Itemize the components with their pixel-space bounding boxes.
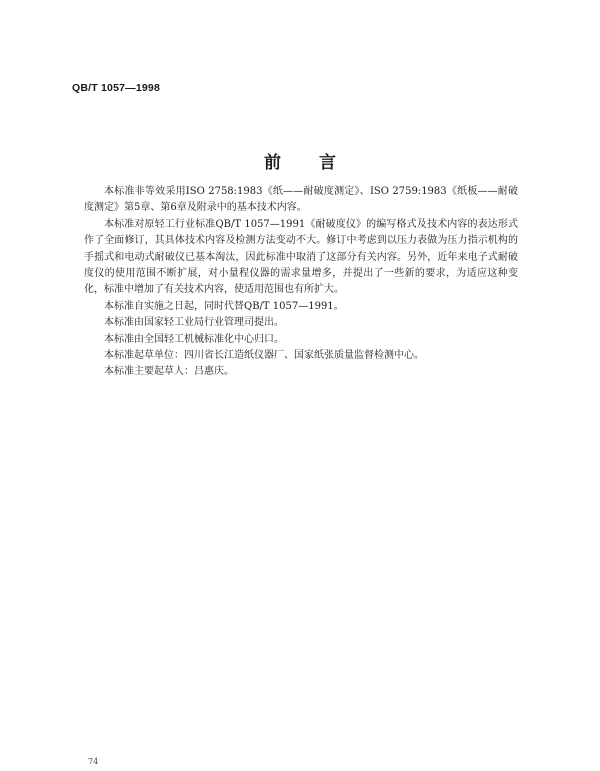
standard-code: QB/T 1057—1998: [72, 82, 161, 94]
paragraph-revision: 本标准对原轻工行业标准QB/T 1057—1991《耐破度仪》的编写格式及技术内容的表达形式作了全面修订，其具体技术内容及检测方法变动不大。修订中考虑到以压力表做为压力指示机构的手摇式和电动式耐破仪已基本淘汰，因此标准中取消了这部分有关内容。另外，近年来电子式耐破度仪的使用范围不断扩展，对小量程仪器的需求量增多，并提出了一些新的要求，为适应这种变化，标准中增加了有关技术内容，使适用范围也有所扩大。: [84, 218, 518, 296]
paragraph-replacement: 本标准自实施之日起，同时代替QB/T 1057—1991。: [104, 300, 344, 312]
page-title: 前言: [264, 153, 374, 173]
paragraph-drafting-units: 本标准起草单位：四川省长江造纸仪器厂、国家纸张质量监督检测中心。: [104, 350, 424, 362]
paragraph-centralized-by: 本标准由全国轻工机械标准化中心归口。: [104, 333, 284, 345]
paragraph-adoption: 本标准非等效采用ISO 2758:1983《纸——耐破度测定》、ISO 2759:1983《纸板——耐破度测定》第5章、第6章及附录中的基本技术内容。: [84, 186, 518, 214]
paragraph-proposed-by: 本标准由国家轻工业局行业管理司提出。: [104, 317, 284, 329]
paragraph-drafters: 本标准主要起草人：吕惠庆。: [104, 366, 234, 378]
page-number: 74: [88, 757, 99, 766]
foreword-body: [84, 184, 518, 381]
